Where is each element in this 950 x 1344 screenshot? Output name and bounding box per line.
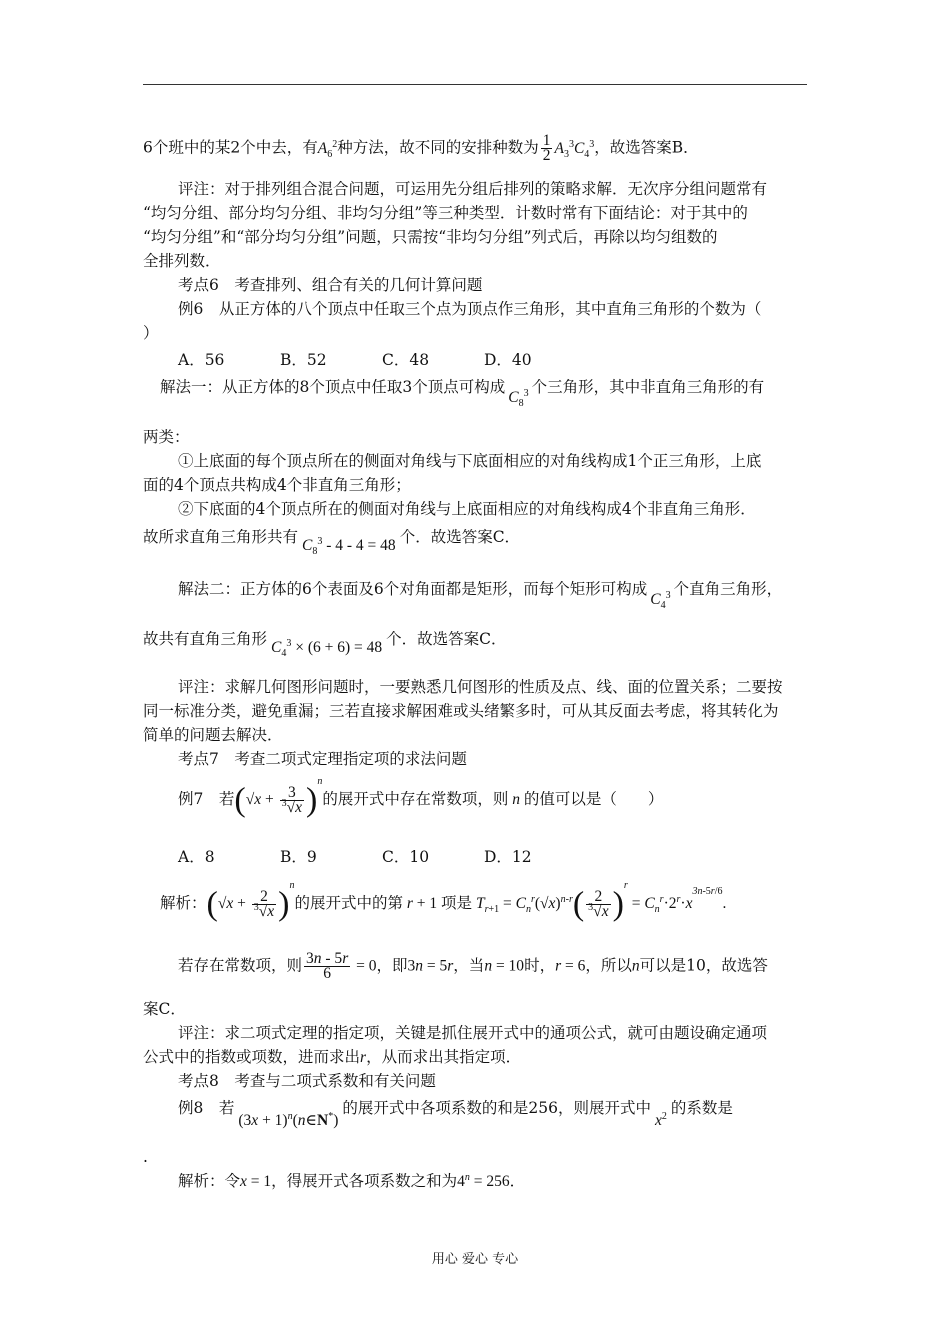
text-line-18: 评注：求解几何图形问题时，一要熟悉几何图形的性质及点、线、面的位置关系；二要按	[178, 678, 783, 696]
text-line-25: 若存在常数项，则 $\frac{3n - 5r}{6}$ = 0，即3n = 5r，当n = 10时，r = 6，所以n可以是10，故选答	[178, 950, 768, 982]
text-line-26: 案C．	[143, 1000, 186, 1018]
options-7: A．8 B．9 C．10 D．12	[178, 848, 532, 866]
section-heading-8: 考点8 考查与二项式系数和有关问题	[178, 1072, 436, 1090]
text-line-13: 面的4个顶点共构成4个非直角三角形；	[143, 476, 411, 494]
example-8: 例8 若$(3x + 1)^n(n\in N^*)$的展开式中各项系数的和是256，则展开式中$x^2$ 的系数是	[178, 1099, 733, 1129]
text-line-2: 评注：对于排列组合混合问题，可运用先分组后排列的策略求解．无次序分组问题常有	[178, 180, 768, 198]
example-7: 例7 若(√x + $\frac{3}{^3√x}$ )$^n$的展开式中存在常数项，则 n 的值可以是（ ）	[178, 775, 664, 819]
text-line-20: 简单的问题去解决．	[143, 726, 283, 744]
text-line-17: 故共有直角三角形 $C_4^3 \times (6 + 6) = 48$ 个．故选答案C．	[143, 630, 507, 660]
text-line-4: “均匀分组”和“部分均匀分组”问题，只需按“非均匀分组”列式后，再除以均匀组数的	[143, 228, 718, 246]
options-6: A．56 B．52 C．48 D．40	[178, 351, 532, 369]
text-line-19: 同一标准分类，避免重漏；三若直接求解困难或头绪繁多时，可从其反面去考虑，将其转化为	[143, 702, 779, 720]
solution-8: 解析：令x = 1，得展开式各项系数之和为$4^n = 256$．	[178, 1171, 526, 1190]
text-line-3: “均匀分组、部分均匀分组、非均匀分组”等三种类型．计数时常有下面结论：对于其中的	[143, 204, 748, 222]
text-line-31: .	[143, 1148, 148, 1166]
page-footer: 用心 爱心 专心	[431, 1252, 519, 1267]
text-line-15: 故所求直角三角形共有 $C_8^3 - 4 - 4 = 48$ 个．故选答案C．	[143, 528, 521, 558]
text-line-14: ②下底面的4个顶点所在的侧面对角线与上底面相应的对角线构成4个非直角三角形．	[178, 500, 756, 518]
example-6: 例6 从正方体的八个顶点中任取三个点为顶点作三角形，其中直角三角形的个数为（	[178, 300, 762, 318]
text-line-16: 解法二：正方体的6个表面及6个对角面都是矩形，而每个矩形可构成$C_4^3$ 个直角三角形，	[178, 580, 783, 612]
section-heading-6: 考点6 考查排列、组合有关的几何计算问题	[178, 276, 483, 294]
solution-7: 解析：(√x + $\frac{2}{^3√x}$ )$^n$的展开式中的第 r + 1 项是 $T_{r+1} = C_n^r(√x)^{n-r}$( $\frac{2}{^3√x}$ )$^r = C_n^r\cdot 2^r\cdot x^{3n-5r/6}$.	[160, 879, 727, 923]
text-line-12: ①上底面的每个顶点所在的侧面对角线与下底面相应的对角线构成1个正三角形，上底	[178, 452, 762, 470]
text-line-1: 6个班中的某2个中去，有$A_6^2$种方法，故不同的安排种数为 $\frac{1}{2}$ $A_3^3C_4^3$，故选答案B．	[143, 132, 699, 164]
text-line-8: ）	[143, 324, 159, 342]
text-line-11: 两类：	[143, 428, 190, 446]
text-line-10: 解法一：从正方体的8个顶点中任取3个顶点可构成$C_8^3$ 个三角形，其中非直角三角形的有	[160, 378, 765, 410]
text-line-27: 评注：求二项式定理的指定项，关键是抓住展开式中的通项公式，就可由题设确定通项	[178, 1024, 768, 1042]
section-heading-7: 考点7 考查二项式定理指定项的求法问题	[178, 750, 467, 768]
header-rule	[143, 84, 807, 85]
text-line-28: 公式中的指数或项数，进而求出r，从而求出其指定项．	[143, 1048, 522, 1066]
text-line-5: 全排列数．	[143, 252, 221, 270]
